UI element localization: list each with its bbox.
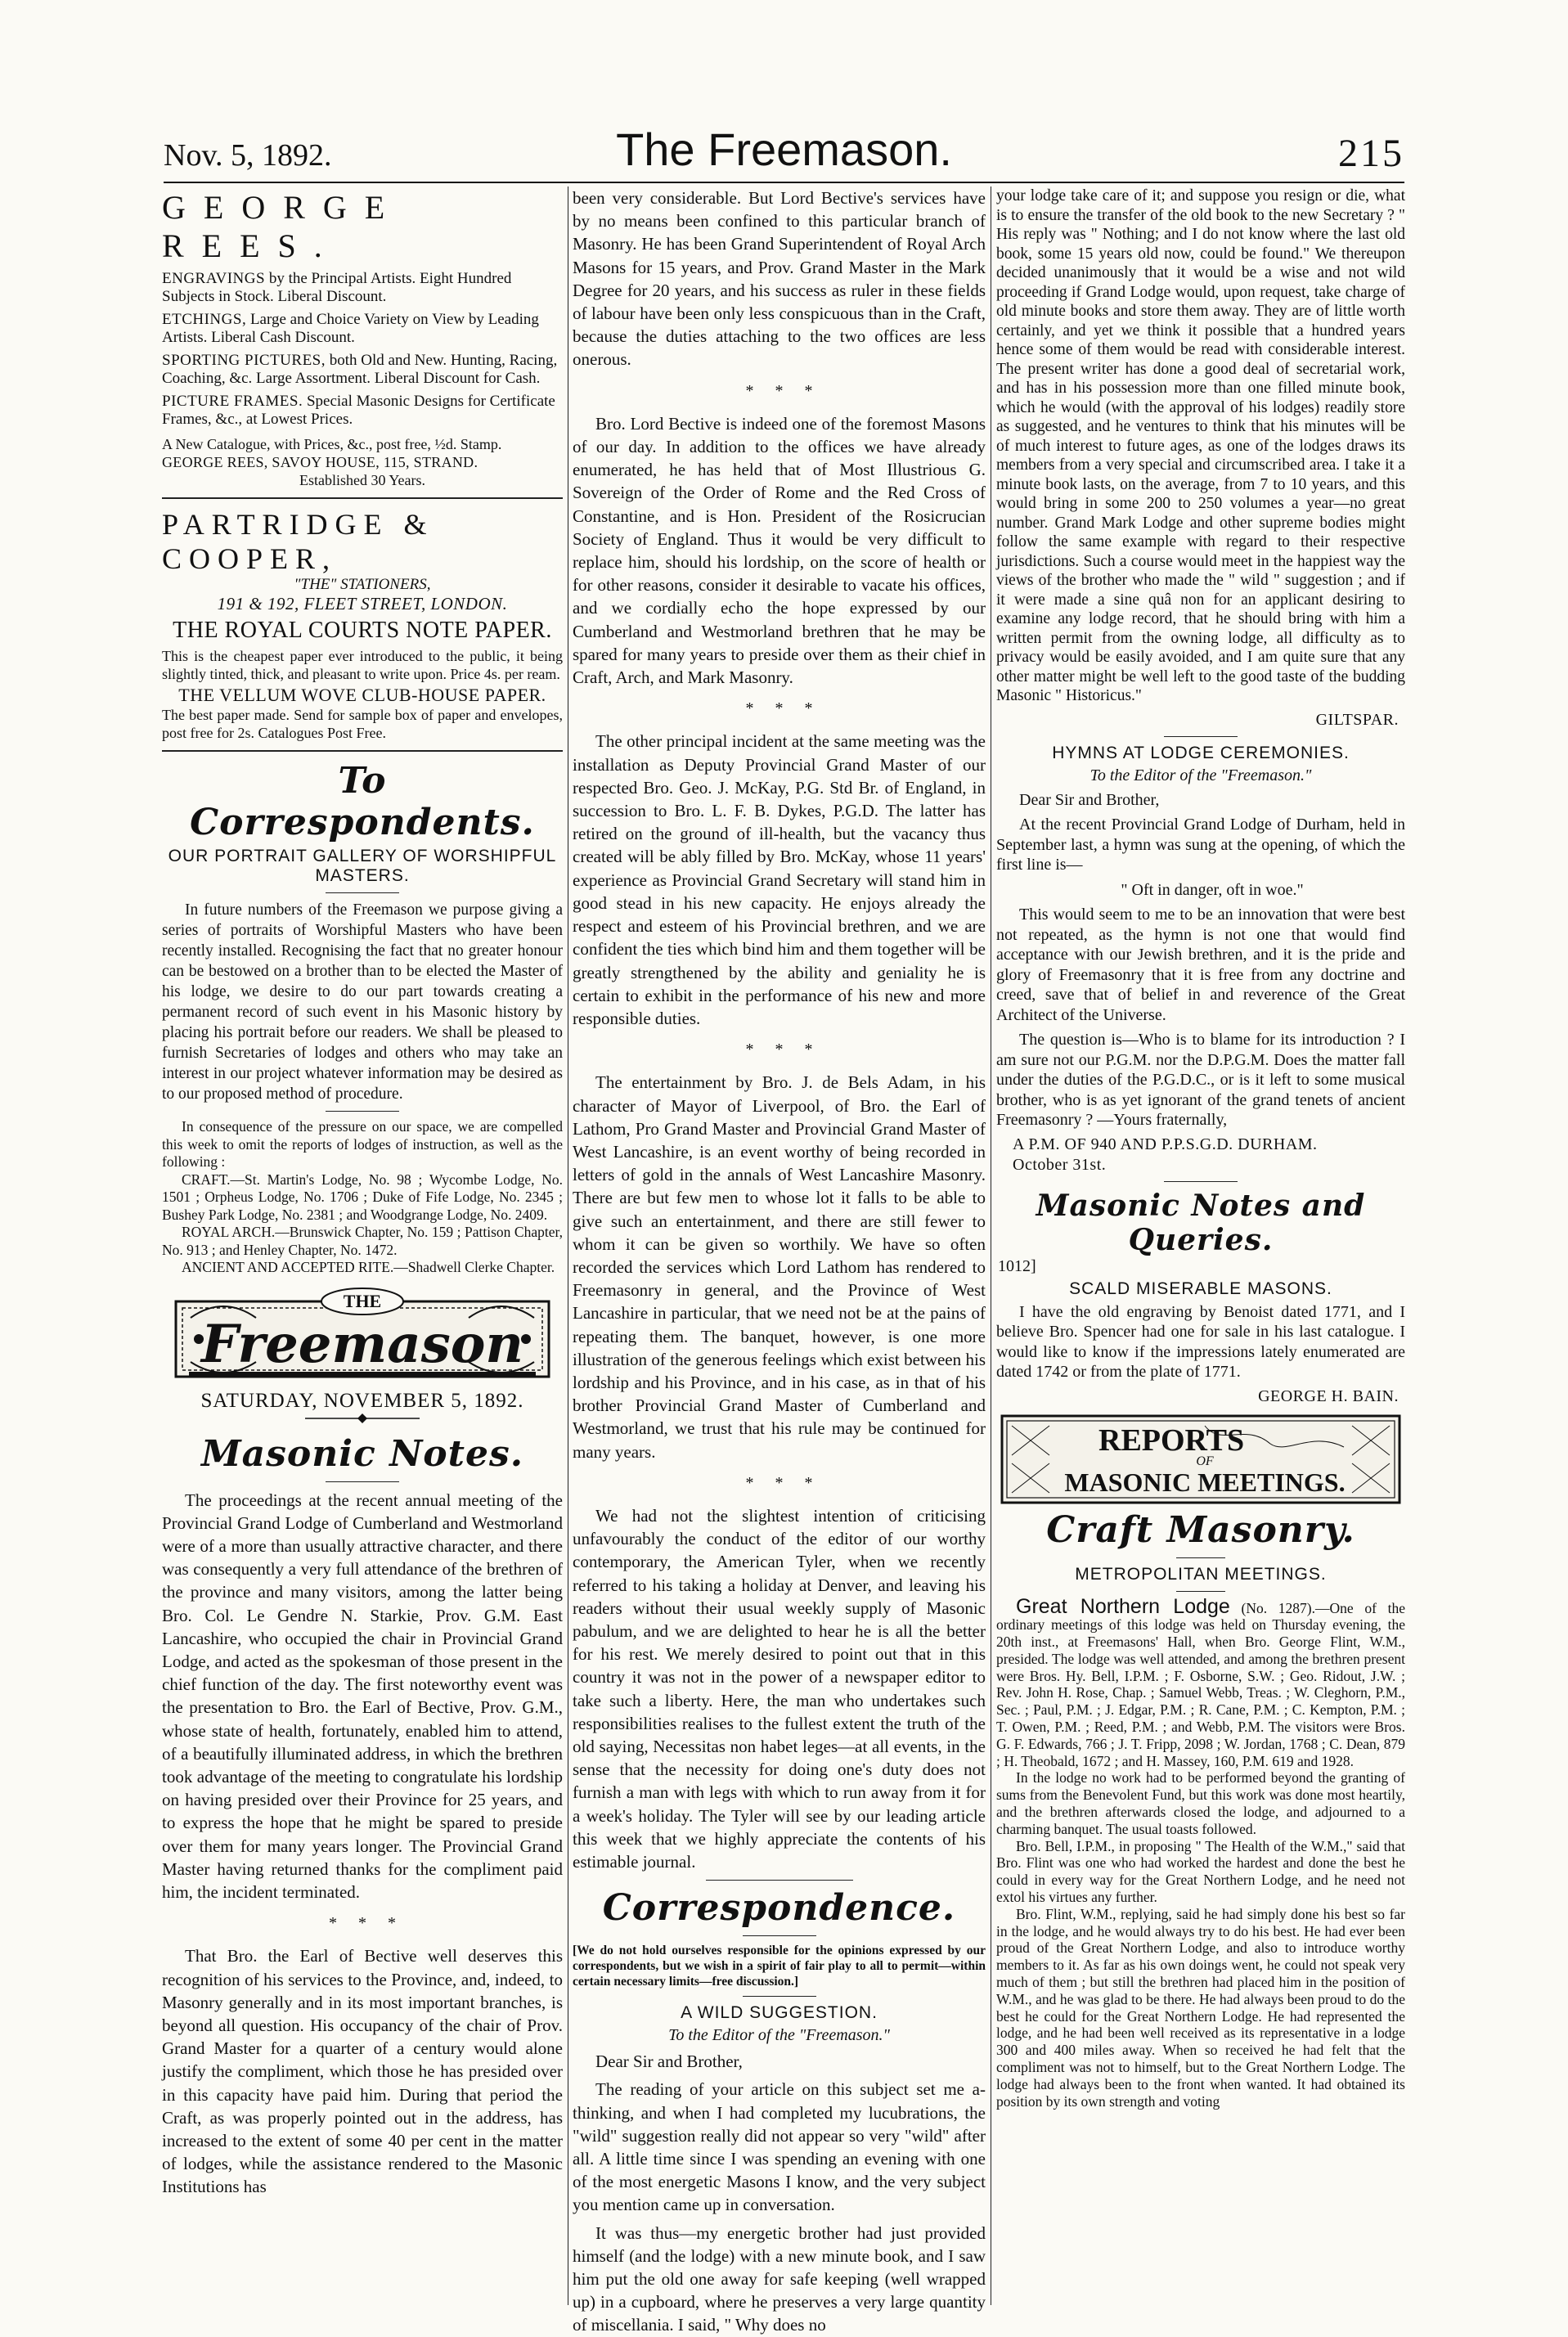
letter-address: To the Editor of the "Freemason." — [668, 2026, 890, 2045]
george-rees-advertisement — [162, 188, 563, 489]
hymns-heading: HYMNS AT LODGE CEREMONIES. — [1052, 743, 1350, 762]
short-rule — [326, 1111, 399, 1112]
advert-title: GEORGE REES. — [162, 189, 403, 264]
editorial-disclaimer: [We do not hold ourselves responsible for the opinions expressed by our correspondents, but we wish in a spirit of fair play to all to permit—within certain necessary limits—free discussion.] — [573, 1944, 986, 1989]
paragraph: Bro. Flint, W.M., replying, said he had simply done his best so far in the lodge, and he would always try to do his best. He had ever been proud of the Great Northern Lodge, and also to introduce worthy members to it. As far as his own doings went, he could not speak very much of them ; but still the brethren had placed him in the position of W.M., and he was glad to be there. He had always been proud to do the best he could for the Great Northern Lodge. He had represented the lodge, and he had been well received as its representative in a lodge 300 and 400 miles away. When so received he had felt that the compliment was not to himself, but to the Great Northern Lodge. The lodge had always been to the front when wanted. It had obtained its position by its own strength and voting — [996, 1905, 1405, 2110]
ornamental-rule — [162, 1413, 563, 1428]
advert-royal-courts: THE ROYAL COURTS NOTE PAPER. — [173, 618, 552, 643]
wild-suggestion-heading: A WILD SUGGESTION. — [681, 2003, 878, 2023]
salutation: Dear Sir and Brother, — [595, 2052, 743, 2072]
short-rule — [326, 892, 399, 893]
paragraph: It was thus—my energetic brother had just provided himself (and the lodge) with a new minute book, and I saw him put the old one away for safe keeping (well wrapped up) in a cupboard, where he preserves a very large quantity of miscellania. I said, " Why does no — [573, 2222, 986, 2335]
svg-text:MASONIC MEETINGS.: MASONIC MEETINGS. — [1064, 1467, 1346, 1497]
svg-text:REPORTS: REPORTS — [1098, 1422, 1245, 1458]
great-northern-lodge-report — [996, 1594, 1405, 2110]
paragraph: ANCIENT AND ACCEPTED RITE.—Shadwell Clerke Chapter. — [182, 1259, 555, 1275]
hymns-letter — [996, 790, 1405, 1130]
paragraph: —One of the ordinary meetings of this lodge was held on Thursday evening, the 20th inst., at Freemasons' Hall, when Bro. George Flint, W.M., presided. The lodge was well attended, and among the brethren present were Bros. Hy. Bell, I.P.M. ; F. Osborne, S.W. ; Geo. Ridout, J.W. ; Rev. John H. Rose, Chap. ; Samuel Webb, Treas. ; W. Cleghorn, P.M., Sec. ; Paul, P.M. ; J. Edgar, P.M. ; R. Cane, P.M. ; C. Kempton, P.M. ; T. Owen, P.M. ; Reed, P.M. ; and Webb, P.M. The visitors were Bros. G. F. Edwards, 766 ; J. T. Fripp, 2098 ; W. Jordan, 1768 ; C. Dean, 879 ; H. Theobald, 1672 ; and H. Massey, 160, P.M. 619 and 1928. — [996, 1599, 1405, 1769]
short-rule — [326, 1481, 399, 1482]
paragraph: Bro. Bell, I.P.M., in proposing " The Health of the W.M.," said that Bro. Flint was one who had worked the hardest and done the best he could in every way for the Great Northern Lodge, and he need not extol his virtues any further. — [996, 1837, 1405, 1906]
short-rule — [1164, 1181, 1238, 1182]
advert-established: Established 30 Years. — [299, 472, 425, 488]
letter-address: To the Editor of the "Freemason." — [1090, 766, 1312, 784]
partridge-cooper-advertisement — [162, 507, 563, 742]
paragraph: This would seem to me to be an innovation that were best not repeated, as the hymn is not one that would find acceptance with our Jewish brethren, and it is the pride and glory of Freemasonry that it is free from any doctrine and creed, save that of belief in and reverence of the Great Architect of the Universe. — [996, 906, 1405, 1024]
advert-royal-courts-text: This is the cheapest paper ever introduced to the public, it being slightly tinted, thick, and pleasant to write upon. Price 4s. per ream. — [162, 648, 563, 682]
advert-sporting: SPORTING PICTURES, both Old and New. Hunting, Racing, Coaching, &c. Large Assortment. Liberal Discount for Cash. — [162, 352, 558, 387]
wild-suggestion-continued — [996, 187, 1405, 706]
paragraph: ROYAL ARCH.—Brunswick Chapter, No. 159 ; Pattison Chapter, No. 913 ; and Henley Chapter, No. 1472. — [162, 1224, 563, 1258]
header-rule — [164, 182, 1404, 183]
paragraph: been very considerable. But Lord Bective's services have by no means been confined to this particular branch of Masonry. He has been Grand Superintendent of Royal Arch Masons for 15 years, and Prov. Grand Master in the Mark Degree for 20 years, and his success as ruler in these fields of labour have been only less conspicuous than in the Craft, because the duties attaching to the two offices are less onerous. — [573, 188, 986, 370]
advert-etchings: ETCHINGS, Large and Choice Variety on View by Leading Artists. Liberal Cash Discount. — [162, 311, 539, 346]
wild-suggestion-letter — [573, 2050, 986, 2336]
craft-masonry-heading: Craft Masonry. — [1046, 1508, 1355, 1551]
advert-divider — [162, 750, 563, 752]
section-separator: *** — [329, 1914, 417, 1933]
issue-date: Nov. 5, 1892. — [164, 138, 332, 173]
section-separator: *** — [745, 381, 834, 400]
signature: GILTSPAR. — [1315, 710, 1399, 729]
paragraph: Bro. Lord Bective is indeed one of the foremost Masons of our day. In addition to the offices we have already enumerated, he has held that of Most Illustrious G. Sovereign of the Order of Rome and the Red Cross of Constantine, and is Hon. President of the Rosicrucian Society of England. Thus it would be very difficult to replace him, should his lordship, on the score of health or for other reasons, consider it desirable to vacate his offices, and we cordially echo the hope expressed by our Cumberland and Westmorland brethren that he may be spared for many years to preside over them as their chief in Craft, Arch, and Mark Masonry. — [573, 413, 986, 688]
signature: A P.M. OF 940 AND P.P.S.G.D. DURHAM. — [1013, 1135, 1318, 1153]
masonic-notes-heading: Masonic Notes. — [200, 1432, 524, 1475]
advert-title: PARTRIDGE & COOPER, — [162, 508, 434, 575]
svg-text:Freemason: Freemason — [201, 1313, 523, 1375]
freemason-masthead-logo — [174, 1287, 550, 1383]
scald-query — [996, 1302, 1405, 1382]
advert-divider — [162, 497, 563, 499]
short-rule — [743, 1935, 816, 1936]
signature: GEORGE H. BAIN. — [1258, 1386, 1399, 1405]
correspondents-heading: To Correspondents. — [190, 760, 535, 843]
advert-vellum: THE VELLUM WOVE CLUB-HOUSE PAPER. — [178, 685, 546, 705]
reports-of-masonic-meetings-banner — [1000, 1414, 1401, 1504]
svg-text:OF: OF — [1196, 1454, 1214, 1468]
page-number: 215 — [1338, 132, 1404, 175]
section-separator: *** — [745, 1473, 834, 1492]
short-rule — [1176, 1591, 1225, 1592]
advert-subtitle: "THE" STATIONERS, — [294, 576, 431, 593]
paragraph: your lodge take care of it; and suppose you resign or die, what is to ensure the transfer of the old book to the new Secretary ? " His reply was " Nothing; and I do not know where the last old book, some 15 years old now, could be found." We thereupon decided unanimously that it would be a wise and not wild proceeding if Grand Lodge would, upon request, take charge of old minute books and store them away. They are of little worth certainly, and yet we think it possible that a hundred years hence some of them would be read with considerable interest. The present writer has done a good deal of secretarial work, and has in his possession more than one filled minute book, which he would (with the approval of his lodges) readily store as suggested, and he ventures to think that his minutes will be of much interest to future ages, as one of the lodges draws its members from a very special and circumscribed area. I take it a minute book lasts, on the average, from 7 to 10 years, and this would bring in some 200 to 250 volumes a year—no great number. Grand Mark Lodge and other supreme bodies might follow the same example with regard to their respective jurisdictions. Such a course would meet in the happiest way the views of the brother who made the " wild " suggestion ; and if it were made a sine quâ non for an applicant desiring to examine any lodge record, that he should bring with him a written permit from the owning lodge, all difficulty as to privacy would be easily avoided, and I am quite sure that any other matter might be well left to the good taste of the budding Masonic " Historicus." — [996, 187, 1405, 704]
advert-address: 191 & 192, FLEET STREET, LONDON. — [217, 594, 508, 613]
column-1 — [162, 187, 563, 2305]
hymn-quote: " Oft in danger, oft in woe." — [1121, 880, 1304, 899]
short-rule — [1176, 1557, 1225, 1558]
masonic-notes-body — [162, 1489, 563, 2199]
paragraph: The question is—Who is to blame for its introduction ? I am sure not our P.G.M. nor the D.P.G.M. Does the matter fall under the duties of the P.G.D.C., or is it left to some musical brother, who is as yet ignorant of the grand tenets of ancient Freemasonry ? —Yours fraternally, — [996, 1031, 1405, 1129]
metropolitan-meetings-heading: METROPOLITAN MEETINGS. — [1075, 1564, 1327, 1584]
omitted-reports-notice — [162, 1118, 563, 1277]
notes-queries-heading: Masonic Notes and Queries. — [1036, 1188, 1366, 1257]
salutation: Dear Sir and Brother, — [1019, 790, 1160, 809]
advert-address: GEORGE REES, SAVOY HOUSE, 115, STRAND. — [162, 454, 478, 470]
short-rule — [706, 1880, 853, 1881]
query-number: 1012] — [998, 1256, 1036, 1275]
column-2 — [573, 187, 986, 2335]
paragraph: We had not the slightest intention of criticising unfavourably the conduct of the editor of our worthy contemporary, the American Tyler, when we recently referred to his taking a holiday at Denver, and leaving his readers without their usual weekly supply of Masonic pabulum, and we are delighted to hear he is all the better for his rest. We merely desired to point out that in this country it was not in the power of a newspaper editor to take such a liberty. Here, the man who undertakes such responsibilities realises to the fullest extent the truth of the old saying, Necessitas non habet leges—at all events, in the sense that the necessity for doing one's duty does not furnish a man with legs with which to run away from it for a week's holiday. The Tyler will see by our leading article this week that we highly appreciate the contents of his estimable journal. — [573, 1505, 986, 1872]
svg-text:THE: THE — [343, 1290, 382, 1311]
correspondence-heading: Correspondence. — [602, 1887, 956, 1930]
newspaper-title: The Freemason. — [616, 124, 952, 175]
paragraph: I have the old engraving by Benoist dated 1771, and I believe Bro. Spencer had one for sale in his last catalogue. I would like to know if the impressions lately enumerated are dated 1742 or from the plate of 1771. — [996, 1302, 1405, 1381]
paragraph: CRAFT.—St. Martin's Lodge, No. 98 ; Wycombe Lodge, No. 1501 ; Orpheus Lodge, No. 1706 ; Duke of Fife Lodge, No. 2345 ; Bushey Park Lodge, No. 2381 ; and Woodgrange Lodge, No. 2409. — [162, 1171, 563, 1223]
advert-catalogue: A New Catalogue, with Prices, &c., post free, ½d. Stamp. — [162, 436, 502, 452]
advert-vellum-text: The best paper made. Send for sample box of paper and envelopes, post free for 2s. Catalogues Post Free. — [162, 707, 563, 741]
paragraph: In the lodge no work had to be performed beyond the granting of sums from the Benevolent Fund, but this work was done most heartily, and the brethren afterwards closed the lodge, and adjourned to a charming banquet. The usual toasts followed. — [996, 1769, 1405, 1837]
paragraph: The proceedings at the recent annual meeting of the Provincial Grand Lodge of Cumberland and Westmorland were of a more than usually attractive character, and there was consequently a very full attendance of the brethren of the province and many visitors, among the latter being Bro. Col. Le Gendre N. Starkie, Prov. G.M. East Lancashire, who occupied the chair in Provincial Grand Lodge, and acted as the spokesman of those present in the chief function of the day. The first noteworthy event was the presentation to Bro. the Earl of Bective, Prov. G.M., whose state of health, fortunately, enabled him to attend, of a beautifully illuminated address, in which the brethren took advantage of the meeting to congratulate his lordship on having presided over their Province for 25 years, and to express the hope that he might be spared to preside over them for many years longer. The Provincial Grand Master having returned thanks for the compliment paid him, the incident terminated. — [162, 1490, 563, 1902]
paragraph: That Bro. the Earl of Bective well deserves this recognition of his services to the Province, and, indeed, to Masonry generally and in its most important branches, is beyond all question. His occupancy of the chair of Prov. Grand Master for a quarter of a century would alone justify the compliment, which those he has presided over in this capacity have paid him. During that period the Craft, as was properly pointed out in the address, has increased to the extent of some 40 per cent in the matter of lodges, while the assistance rendered to the Masonic Institutions has — [162, 1946, 563, 2197]
section-separator: *** — [745, 699, 834, 718]
paragraph: The reading of your article on this subject set me a-thinking, and when I had completed my lucubrations, the "wild" suggestion really did not appear so very "wild" after all. A little time since I was spending an evening with one of the most energetic Masons I know, and the very subject you mention came up in conversation. — [573, 2079, 986, 2215]
masonic-notes-continued — [573, 187, 986, 1873]
paragraph: At the recent Provincial Grand Lodge of Durham, held in September last, a hymn was sung at the opening, of which the first line is— — [996, 816, 1405, 874]
paragraph: In consequence of the pressure on our space, we are compelled this week to omit the reports of lodges of instruction, as well as the following : — [162, 1118, 563, 1170]
short-rule — [743, 1996, 816, 1997]
portrait-gallery-heading: OUR PORTRAIT GALLERY OF WORSHIPFUL MASTERS. — [168, 847, 557, 885]
paragraph: In future numbers of the Freemason we purpose giving a series of portraits of Worshipful Masters who have been recently installed. Recognising the fact that no greater honour can be bestowed on a brother than to be elected the Master of his lodge, we desire to do our part towards creating a permanent record of such event in his Masonic history by placing his portrait before our readers. We shall be pleased to furnish Secretaries of lodges and others who may take an interest in our project whatever information may be desired as to our proposed method of procedure. — [162, 901, 563, 1103]
issue-date-line: SATURDAY, NOVEMBER 5, 1892. — [200, 1389, 524, 1412]
lodge-name: Great Northern Lodge — [1016, 1594, 1230, 1618]
section-separator: *** — [745, 1040, 834, 1059]
column-3 — [996, 187, 1405, 2305]
page-header — [164, 123, 1404, 180]
paragraph: The other principal incident at the same meeting was the installation as Deputy Provincial Grand Master of our respected Bro. Geo. J. McKay, P.G. Std Br. of England, in succession to Bro. L. F. B. Dykes, P.G.D. The latter has retired on the ground of ill-health, but the vacancy thus created will be ably filled by Bro. McKay, whose 11 years' experience as Provincial Grand Secretary will stand him in good stead in his new capacity. He enjoys already the respect and esteem of his Provincial brethren, and we are confident the ties which bind him and them together will be greatly strengthened by the ability and geniality he is certain to exhibit in the performance of his new and more responsible duties. — [573, 731, 986, 1028]
signature-date: October 31st. — [1013, 1155, 1107, 1174]
advert-engravings: ENGRAVINGS by the Principal Artists. Eight Hundred Subjects in Stock. Liberal Discount. — [162, 270, 512, 305]
lodge-number: (No. 1287). — [1241, 1599, 1315, 1616]
paragraph: The entertainment by Bro. J. de Bels Adam, in his character of Mayor of Liverpool, of Bro. the Earl of Lathom, Pro Grand Master and Provincial Grand Master of West Lancashire, is an event worthy of being recorded in letters of gold in the annals of West Lancashire Masonry. There are but few men to whose lot it falls to be able to give such an entertainment, and there are still fewer to whom it can be given so worthily. We have so often recorded the services which Lord Lathom has rendered to Freemasonry in general, and the Province of West Lancashire in particular, that we need not be at the pains of repeating them. The banquet, however, is one more illustration of the generous feelings which exist between his lordship and his Province, and in his case, as in that of his brother Provincial Grand Master of Cumberland and Westmorland, we trust that his rule may be continued for many years. — [573, 1072, 986, 1462]
correspondents-body — [162, 900, 563, 1104]
short-rule — [1164, 736, 1238, 737]
advert-picture-frames: PICTURE FRAMES. Special Masonic Designs for Certificate Frames, &c., at Lowest Prices. — [162, 393, 555, 428]
scald-heading: SCALD MISERABLE MASONS. — [1069, 1279, 1332, 1298]
